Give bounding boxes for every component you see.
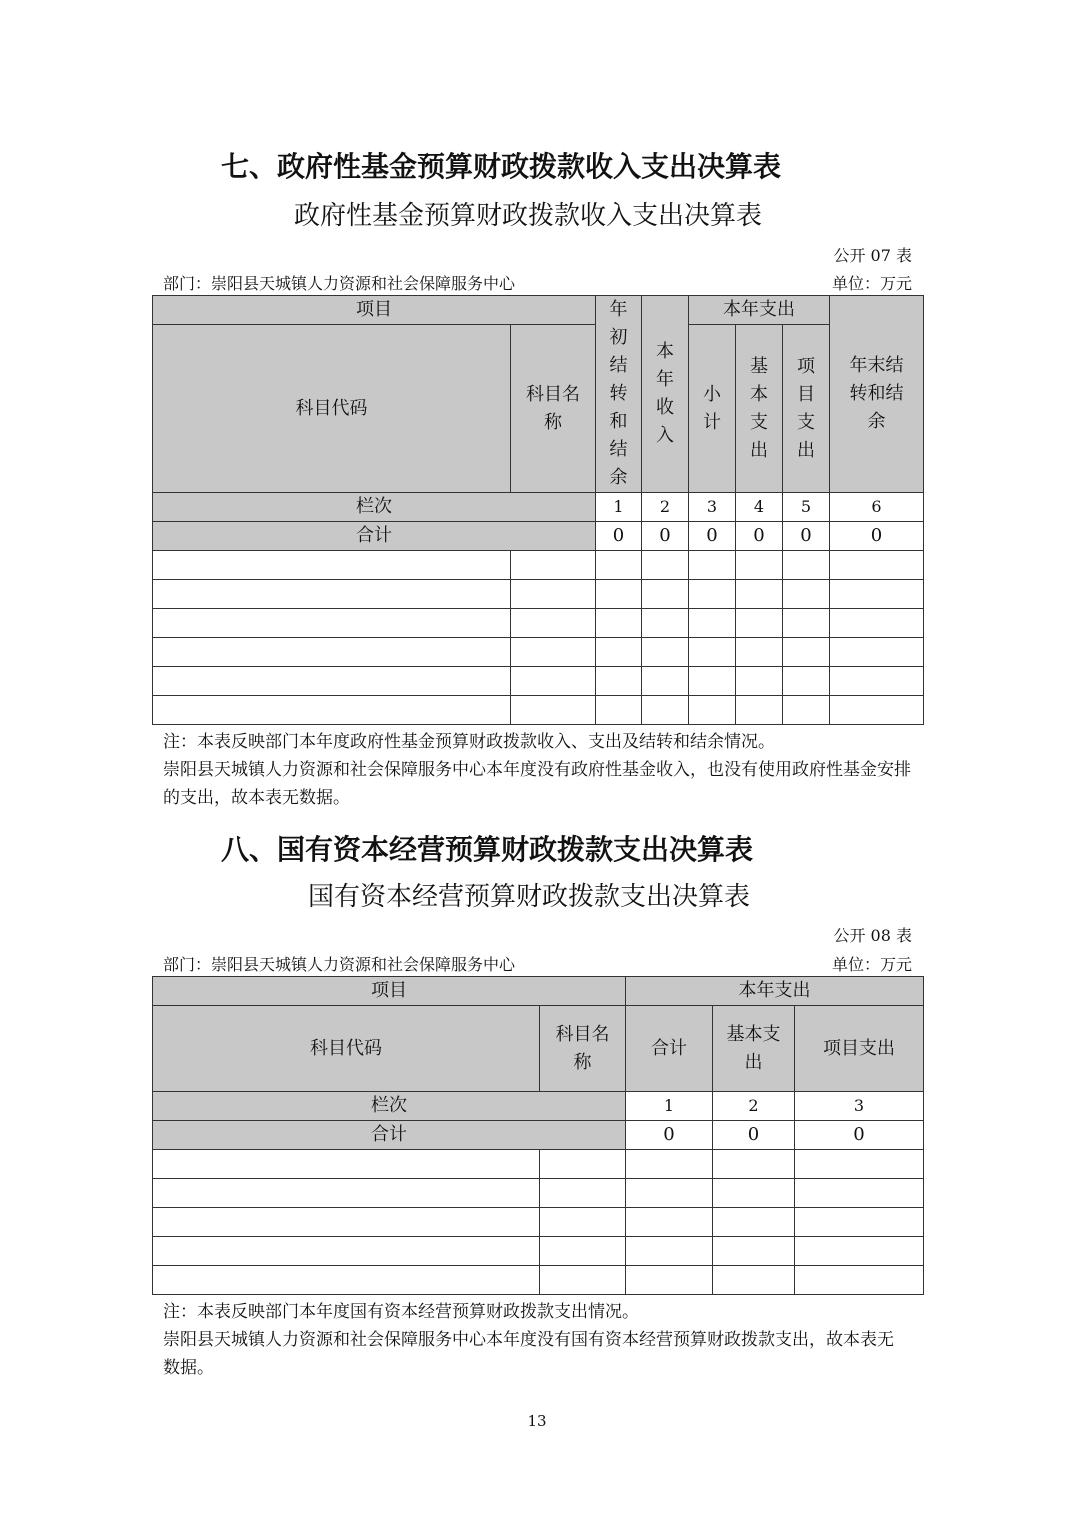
total-value: 0 <box>783 522 830 551</box>
table-row <box>153 1266 924 1295</box>
header-expense: 本年支出 <box>689 296 830 325</box>
section8-note2: 崇阳县天城镇人力资源和社会保障服务中心本年度没有国有资本经营预算财政拨款支出，故本表无数据。 <box>163 1330 894 1378</box>
col-num: 3 <box>689 493 736 522</box>
table-row <box>153 638 924 667</box>
row-column-label: 栏次 <box>153 493 596 522</box>
page-number: 13 <box>527 1412 547 1430</box>
header-basic: 基本支出 <box>713 1006 795 1092</box>
total-value: 0 <box>596 522 642 551</box>
col-num: 5 <box>783 493 830 522</box>
section7-note2: 崇阳县天城镇人力资源和社会保障服务中心本年度没有政府性基金收入，也没有使用政府性基金安排的支出，故本表无数据。 <box>163 760 911 808</box>
section7-department: 部门：崇阳县天城镇人力资源和社会保障服务中心 <box>163 274 516 293</box>
total-value: 0 <box>626 1121 713 1150</box>
table-row <box>153 1179 924 1208</box>
header-begin-balance: 年初结转和结余 <box>596 296 642 493</box>
table-row <box>153 1150 924 1179</box>
section7-note1: 注：本表反映部门本年度政府性基金预算财政拨款收入、支出及结转和结余情况。 <box>163 732 775 752</box>
section7-unit: 单位：万元 <box>831 274 912 293</box>
col-num: 4 <box>736 493 783 522</box>
col-num: 1 <box>596 493 642 522</box>
section7-table <box>152 295 924 725</box>
header-code: 科目代码 <box>153 1006 540 1092</box>
col-num: 3 <box>795 1092 924 1121</box>
col-num: 2 <box>642 493 689 522</box>
section8-table <box>152 976 924 1295</box>
col-num: 6 <box>830 493 924 522</box>
header-project: 项目支出 <box>795 1006 924 1092</box>
section8-subtitle: 国有资本经营预算财政拨款支出决算表 <box>308 882 751 912</box>
header-expense: 本年支出 <box>626 977 924 1006</box>
row-column-label: 栏次 <box>153 1092 626 1121</box>
header-name: 科目名称 <box>540 1006 626 1092</box>
header-name: 科目名称 <box>511 325 596 493</box>
table-row <box>153 696 924 725</box>
section8-note1: 注：本表反映部门本年度国有资本经营预算财政拨款支出情况。 <box>163 1302 639 1322</box>
section7-subtitle: 政府性基金预算财政拨款收入支出决算表 <box>294 201 763 231</box>
header-end-balance: 年末结转和结余 <box>830 296 924 493</box>
table-row <box>153 667 924 696</box>
header-code: 科目代码 <box>153 325 511 493</box>
section8-form-no: 公开 08 表 <box>833 926 912 945</box>
total-value: 0 <box>795 1121 924 1150</box>
table-row <box>153 551 924 580</box>
total-value: 0 <box>642 522 689 551</box>
table-row <box>153 1237 924 1266</box>
section8-heading: 八、国有资本经营预算财政拨款支出决算表 <box>221 833 754 866</box>
col-num: 2 <box>713 1092 795 1121</box>
table-row <box>153 580 924 609</box>
row-total-label: 合计 <box>153 522 596 551</box>
total-value: 0 <box>713 1121 795 1150</box>
section8-department: 部门：崇阳县天城镇人力资源和社会保障服务中心 <box>163 955 516 974</box>
header-income: 本年收入 <box>642 296 689 493</box>
section8-unit: 单位：万元 <box>831 955 912 974</box>
header-project: 项目支出 <box>783 325 830 493</box>
total-value: 0 <box>830 522 924 551</box>
table-row <box>153 1208 924 1237</box>
col-num: 1 <box>626 1092 713 1121</box>
section7-heading: 七、政府性基金预算财政拨款收入支出决算表 <box>221 150 782 183</box>
section7-form-no: 公开 07 表 <box>833 246 912 265</box>
header-item: 项目 <box>153 296 596 325</box>
row-total-label: 合计 <box>153 1121 626 1150</box>
header-item: 项目 <box>153 977 626 1006</box>
header-basic: 基本支出 <box>736 325 783 493</box>
header-subtotal: 小计 <box>689 325 736 493</box>
table-row <box>153 609 924 638</box>
total-value: 0 <box>736 522 783 551</box>
header-total: 合计 <box>626 1006 713 1092</box>
total-value: 0 <box>689 522 736 551</box>
